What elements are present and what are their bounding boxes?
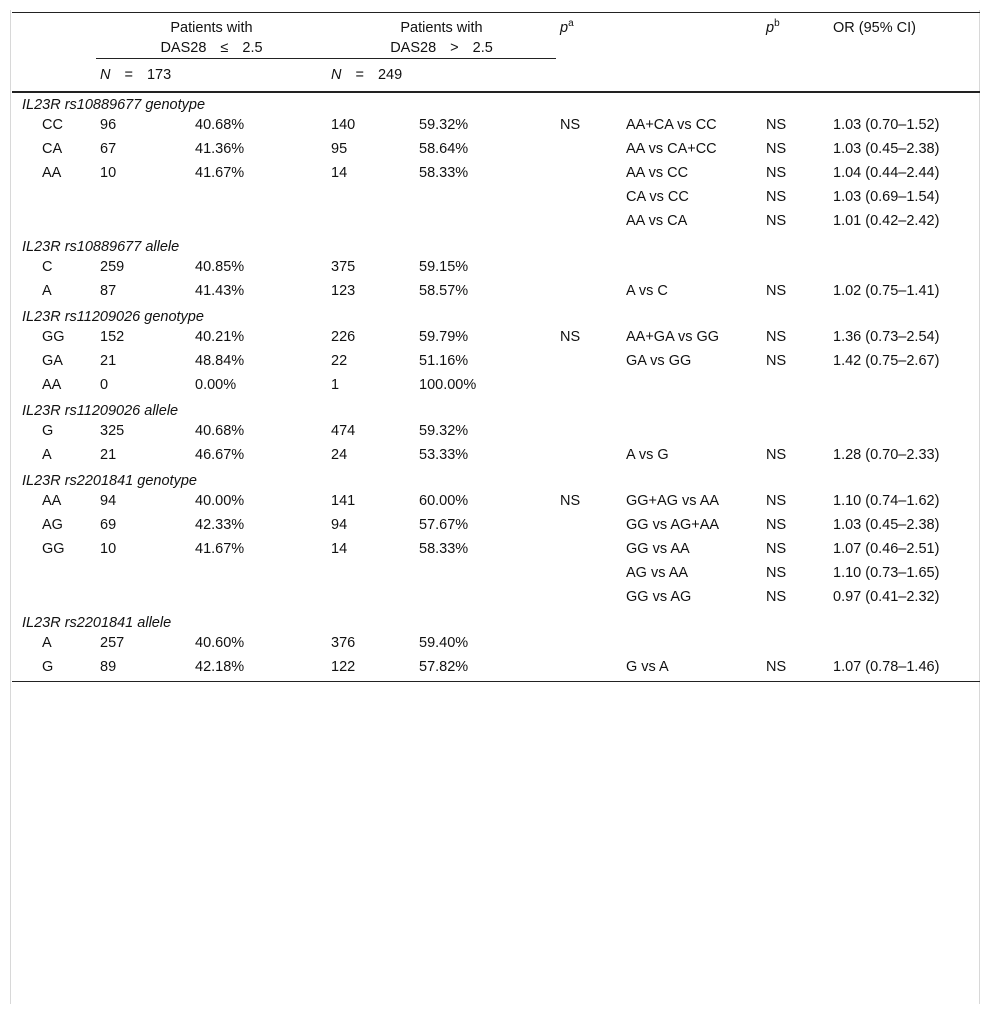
or-cell: 1.10 (0.74–1.62): [833, 492, 940, 509]
table-row: [12, 281, 980, 305]
low-percent-cell: 42.33%: [195, 516, 245, 533]
results-table: [12, 12, 980, 682]
high-percent-cell: 57.82%: [419, 658, 469, 675]
high-percent-cell: 59.40%: [419, 634, 469, 651]
low-count-cell: 96: [100, 116, 117, 133]
high-count-cell: [327, 587, 415, 611]
low-percent-cell: 40.68%: [195, 422, 245, 439]
comparison-cell: A vs G: [626, 446, 669, 463]
comparison-cell: G vs A: [626, 658, 669, 675]
header-row-n: [12, 59, 980, 92]
comparison-cell: GG+AG vs AA: [626, 492, 720, 509]
genotype-cell: AG: [42, 516, 63, 533]
high-percent-cell: 59.79%: [419, 328, 469, 345]
pb-cell: NS: [766, 212, 787, 229]
table-row: [12, 563, 980, 587]
genotype-cell: GG: [42, 328, 65, 345]
pb-cell: NS: [766, 446, 787, 463]
low-count-cell: 0: [100, 376, 109, 393]
high-percent-cell: 51.16%: [419, 352, 469, 369]
high-count-cell: 14: [331, 164, 348, 181]
pb-cell: NS: [766, 516, 787, 533]
or-cell: [829, 375, 980, 399]
low-percent-cell: 40.68%: [195, 116, 245, 133]
low-percent-cell: 41.43%: [195, 282, 245, 299]
high-count-cell: 376: [331, 634, 356, 651]
section-title: IL23R rs10889677 allele: [22, 238, 180, 255]
pb-cell: NS: [766, 540, 787, 557]
pa-cell: [556, 515, 622, 539]
genotype-cell: AA: [42, 164, 62, 181]
section-title: IL23R rs2201841 genotype: [22, 472, 197, 489]
comparison-cell: GG vs AG: [626, 588, 692, 605]
pa-cell: [556, 163, 622, 187]
pa-cell: [556, 375, 622, 399]
table-row: [12, 491, 980, 515]
pa-cell: [556, 539, 622, 563]
or-cell: 1.36 (0.73–2.54): [833, 328, 940, 345]
high-percent-cell: 58.33%: [419, 164, 469, 181]
comparison-cell: [622, 421, 762, 445]
table-row: [12, 163, 980, 187]
genotype-cell: A: [42, 634, 52, 651]
comparison-cell: [622, 375, 762, 399]
high-count-cell: 24: [331, 446, 348, 463]
header-empty: [12, 13, 96, 59]
low-percent-cell: 46.67%: [195, 446, 245, 463]
low-percent-cell: 42.18%: [195, 658, 245, 675]
or-cell: 1.01 (0.42–2.42): [833, 212, 940, 229]
table-row: [12, 587, 980, 611]
or-cell: 1.28 (0.70–2.33): [833, 446, 940, 463]
or-cell: 1.04 (0.44–2.44): [833, 164, 940, 181]
section-title: IL23R rs2201841 allele: [22, 614, 172, 631]
comparison-cell: GA vs GG: [626, 352, 692, 369]
pa-cell: [556, 563, 622, 587]
low-percent-cell: [191, 187, 327, 211]
genotype-cell: GA: [42, 352, 63, 369]
genotype-cell: C: [42, 258, 53, 275]
high-percent-cell: 59.32%: [419, 422, 469, 439]
low-count-cell: 10: [100, 540, 117, 557]
high-percent-cell: [415, 187, 556, 211]
table-row: [12, 139, 980, 163]
genotype-cell: AA: [42, 492, 62, 509]
high-count-cell: [327, 187, 415, 211]
comparison-cell: CA vs CC: [626, 188, 689, 205]
high-count-cell: 95: [331, 140, 348, 157]
low-percent-cell: 41.67%: [195, 164, 245, 181]
genotype-cell: G: [42, 658, 54, 675]
section-header: [12, 469, 980, 491]
pb-cell: NS: [766, 282, 787, 299]
comparison-cell: AA vs CA: [626, 212, 688, 229]
section-title: IL23R rs11209026 allele: [22, 402, 179, 419]
low-percent-cell: [191, 211, 327, 235]
pa-cell: NS: [560, 116, 581, 133]
pb-cell: NS: [766, 116, 787, 133]
low-count-cell: 257: [100, 634, 125, 651]
low-count-cell: 67: [100, 140, 117, 157]
pa-cell: [556, 351, 622, 375]
or-cell: [829, 257, 980, 281]
high-count-cell: 141: [331, 492, 356, 509]
low-count-cell: 21: [100, 446, 117, 463]
high-percent-cell: 58.33%: [419, 540, 469, 557]
header-pa: $p^a$: [560, 18, 574, 36]
pb-cell: [762, 633, 829, 657]
or-cell: [829, 421, 980, 445]
table-row: [12, 633, 980, 657]
pb-cell: NS: [766, 140, 787, 157]
high-count-cell: 1: [331, 376, 340, 393]
table-row: [12, 539, 980, 563]
header-group-low-das: Patients with DAS28 ≤ 2.5: [96, 13, 327, 59]
pa-cell: [556, 257, 622, 281]
or-cell: 1.03 (0.45–2.38): [833, 516, 940, 533]
genotype-cell: A: [42, 446, 52, 463]
genotype-cell: [12, 187, 96, 211]
genotype-cell: [12, 587, 96, 611]
high-percent-cell: 60.00%: [419, 492, 469, 509]
comparison-cell: GG vs AA: [626, 540, 690, 557]
low-count-cell: 69: [100, 516, 117, 533]
comparison-cell: [622, 257, 762, 281]
high-percent-cell: 58.57%: [419, 282, 469, 299]
pa-cell: [556, 421, 622, 445]
or-cell: 1.03 (0.45–2.38): [833, 140, 940, 157]
low-count-cell: 325: [100, 422, 125, 439]
pa-cell: [556, 211, 622, 235]
pb-cell: NS: [766, 328, 787, 345]
pa-cell: [556, 281, 622, 305]
or-cell: 1.03 (0.69–1.54): [833, 188, 940, 205]
low-percent-cell: 0.00%: [195, 376, 237, 393]
comparison-cell: AA vs CC: [626, 164, 689, 181]
high-count-cell: 94: [331, 516, 348, 533]
high-percent-cell: 59.32%: [419, 116, 469, 133]
low-percent-cell: 48.84%: [195, 352, 245, 369]
section-header: [12, 92, 980, 115]
high-count-cell: 122: [331, 658, 356, 675]
pb-cell: NS: [766, 188, 787, 205]
or-cell: 1.02 (0.75–1.41): [833, 282, 940, 299]
high-percent-cell: [415, 587, 556, 611]
high-count-cell: 226: [331, 328, 356, 345]
high-percent-cell: 59.15%: [419, 258, 469, 275]
pb-cell: NS: [766, 164, 787, 181]
or-cell: 1.10 (0.73–1.65): [833, 564, 940, 581]
table-row: [12, 421, 980, 445]
or-cell: 1.07 (0.46–2.51): [833, 540, 940, 557]
header-pb: $p^b$: [766, 18, 780, 36]
high-count-cell: [327, 211, 415, 235]
high-percent-cell: [415, 211, 556, 235]
comparison-cell: AG vs AA: [626, 564, 689, 581]
pb-cell: [762, 257, 829, 281]
table-row: [12, 515, 980, 539]
table-row: [12, 211, 980, 235]
table-row: [12, 351, 980, 375]
low-count-cell: 10: [100, 164, 117, 181]
comparison-cell: AA+GA vs GG: [626, 328, 720, 345]
section-title: IL23R rs11209026 genotype: [22, 308, 204, 325]
comparison-cell: AA vs CA+CC: [626, 140, 717, 157]
header-comparison: [622, 13, 762, 59]
table-row: [12, 115, 980, 139]
high-percent-cell: [415, 563, 556, 587]
comparison-cell: AA+CA vs CC: [626, 116, 717, 133]
high-count-cell: 474: [331, 422, 356, 439]
high-percent-cell: 57.67%: [419, 516, 469, 533]
low-percent-cell: 40.60%: [195, 634, 245, 651]
pb-cell: [762, 375, 829, 399]
low-percent-cell: 40.85%: [195, 258, 245, 275]
low-percent-cell: 41.67%: [195, 540, 245, 557]
pa-cell: [556, 657, 622, 682]
table-row: [12, 445, 980, 469]
low-count-cell: [96, 587, 191, 611]
pb-cell: NS: [766, 492, 787, 509]
high-percent-cell: 53.33%: [419, 446, 469, 463]
high-percent-cell: 100.00%: [419, 376, 477, 393]
low-count-cell: 94: [100, 492, 117, 509]
low-percent-cell: 40.21%: [195, 328, 245, 345]
comparison-cell: [622, 633, 762, 657]
low-percent-cell: 41.36%: [195, 140, 245, 157]
table-row: [12, 327, 980, 351]
genotype-cell: A: [42, 282, 52, 299]
genotype-cell: G: [42, 422, 54, 439]
low-count-cell: [96, 211, 191, 235]
table-row: [12, 375, 980, 399]
pa-cell: NS: [560, 328, 581, 345]
pa-cell: [556, 587, 622, 611]
high-count-cell: 14: [331, 540, 348, 557]
or-cell: 1.03 (0.70–1.52): [833, 116, 940, 133]
pa-cell: NS: [560, 492, 581, 509]
low-count-cell: [96, 563, 191, 587]
high-count-cell: 140: [331, 116, 356, 133]
high-count-cell: 375: [331, 258, 356, 275]
pb-cell: [762, 421, 829, 445]
genotype-cell: CC: [42, 116, 63, 133]
low-percent-cell: [191, 563, 327, 587]
or-cell: 1.07 (0.78–1.46): [833, 658, 940, 675]
section-title: IL23R rs10889677 genotype: [22, 96, 206, 113]
genotype-cell: [12, 563, 96, 587]
high-count-cell: [327, 563, 415, 587]
pb-cell: NS: [766, 564, 787, 581]
genotype-cell: [12, 211, 96, 235]
table-row: [12, 657, 980, 682]
low-count-cell: 152: [100, 328, 125, 345]
table-row: [12, 187, 980, 211]
or-cell: 0.97 (0.41–2.32): [833, 588, 940, 605]
genotype-cell: CA: [42, 140, 63, 157]
comparison-cell: A vs C: [626, 282, 668, 299]
pb-cell: NS: [766, 588, 787, 605]
or-cell: 1.42 (0.75–2.67): [833, 352, 940, 369]
comparison-cell: GG vs AG+AA: [626, 516, 720, 533]
low-count-cell: 259: [100, 258, 125, 275]
table-body: [12, 92, 980, 682]
genotype-cell: GG: [42, 540, 65, 557]
genotype-cell: AA: [42, 376, 62, 393]
section-header: [12, 305, 980, 327]
or-cell: [829, 633, 980, 657]
pb-cell: NS: [766, 658, 787, 675]
section-header: [12, 399, 980, 421]
low-percent-cell: [191, 587, 327, 611]
low-count-cell: 87: [100, 282, 117, 299]
header-row-groups: [12, 13, 980, 59]
section-header: [12, 611, 980, 633]
pb-cell: NS: [766, 352, 787, 369]
low-count-cell: 89: [100, 658, 117, 675]
high-count-cell: 22: [331, 352, 348, 369]
pa-cell: [556, 187, 622, 211]
table-row: [12, 257, 980, 281]
pa-cell: [556, 445, 622, 469]
low-count-cell: [96, 187, 191, 211]
section-header: [12, 235, 980, 257]
header-n-low: N = 173: [100, 66, 172, 83]
low-percent-cell: 40.00%: [195, 492, 245, 509]
header-n-high: N = 249: [331, 66, 403, 83]
header-group-high-das: Patients with DAS28 > 2.5: [327, 13, 556, 59]
low-count-cell: 21: [100, 352, 117, 369]
pa-cell: [556, 139, 622, 163]
high-percent-cell: 58.64%: [419, 140, 469, 157]
high-count-cell: 123: [331, 282, 356, 299]
pa-cell: [556, 633, 622, 657]
header-or: OR (95% CI): [833, 20, 916, 36]
